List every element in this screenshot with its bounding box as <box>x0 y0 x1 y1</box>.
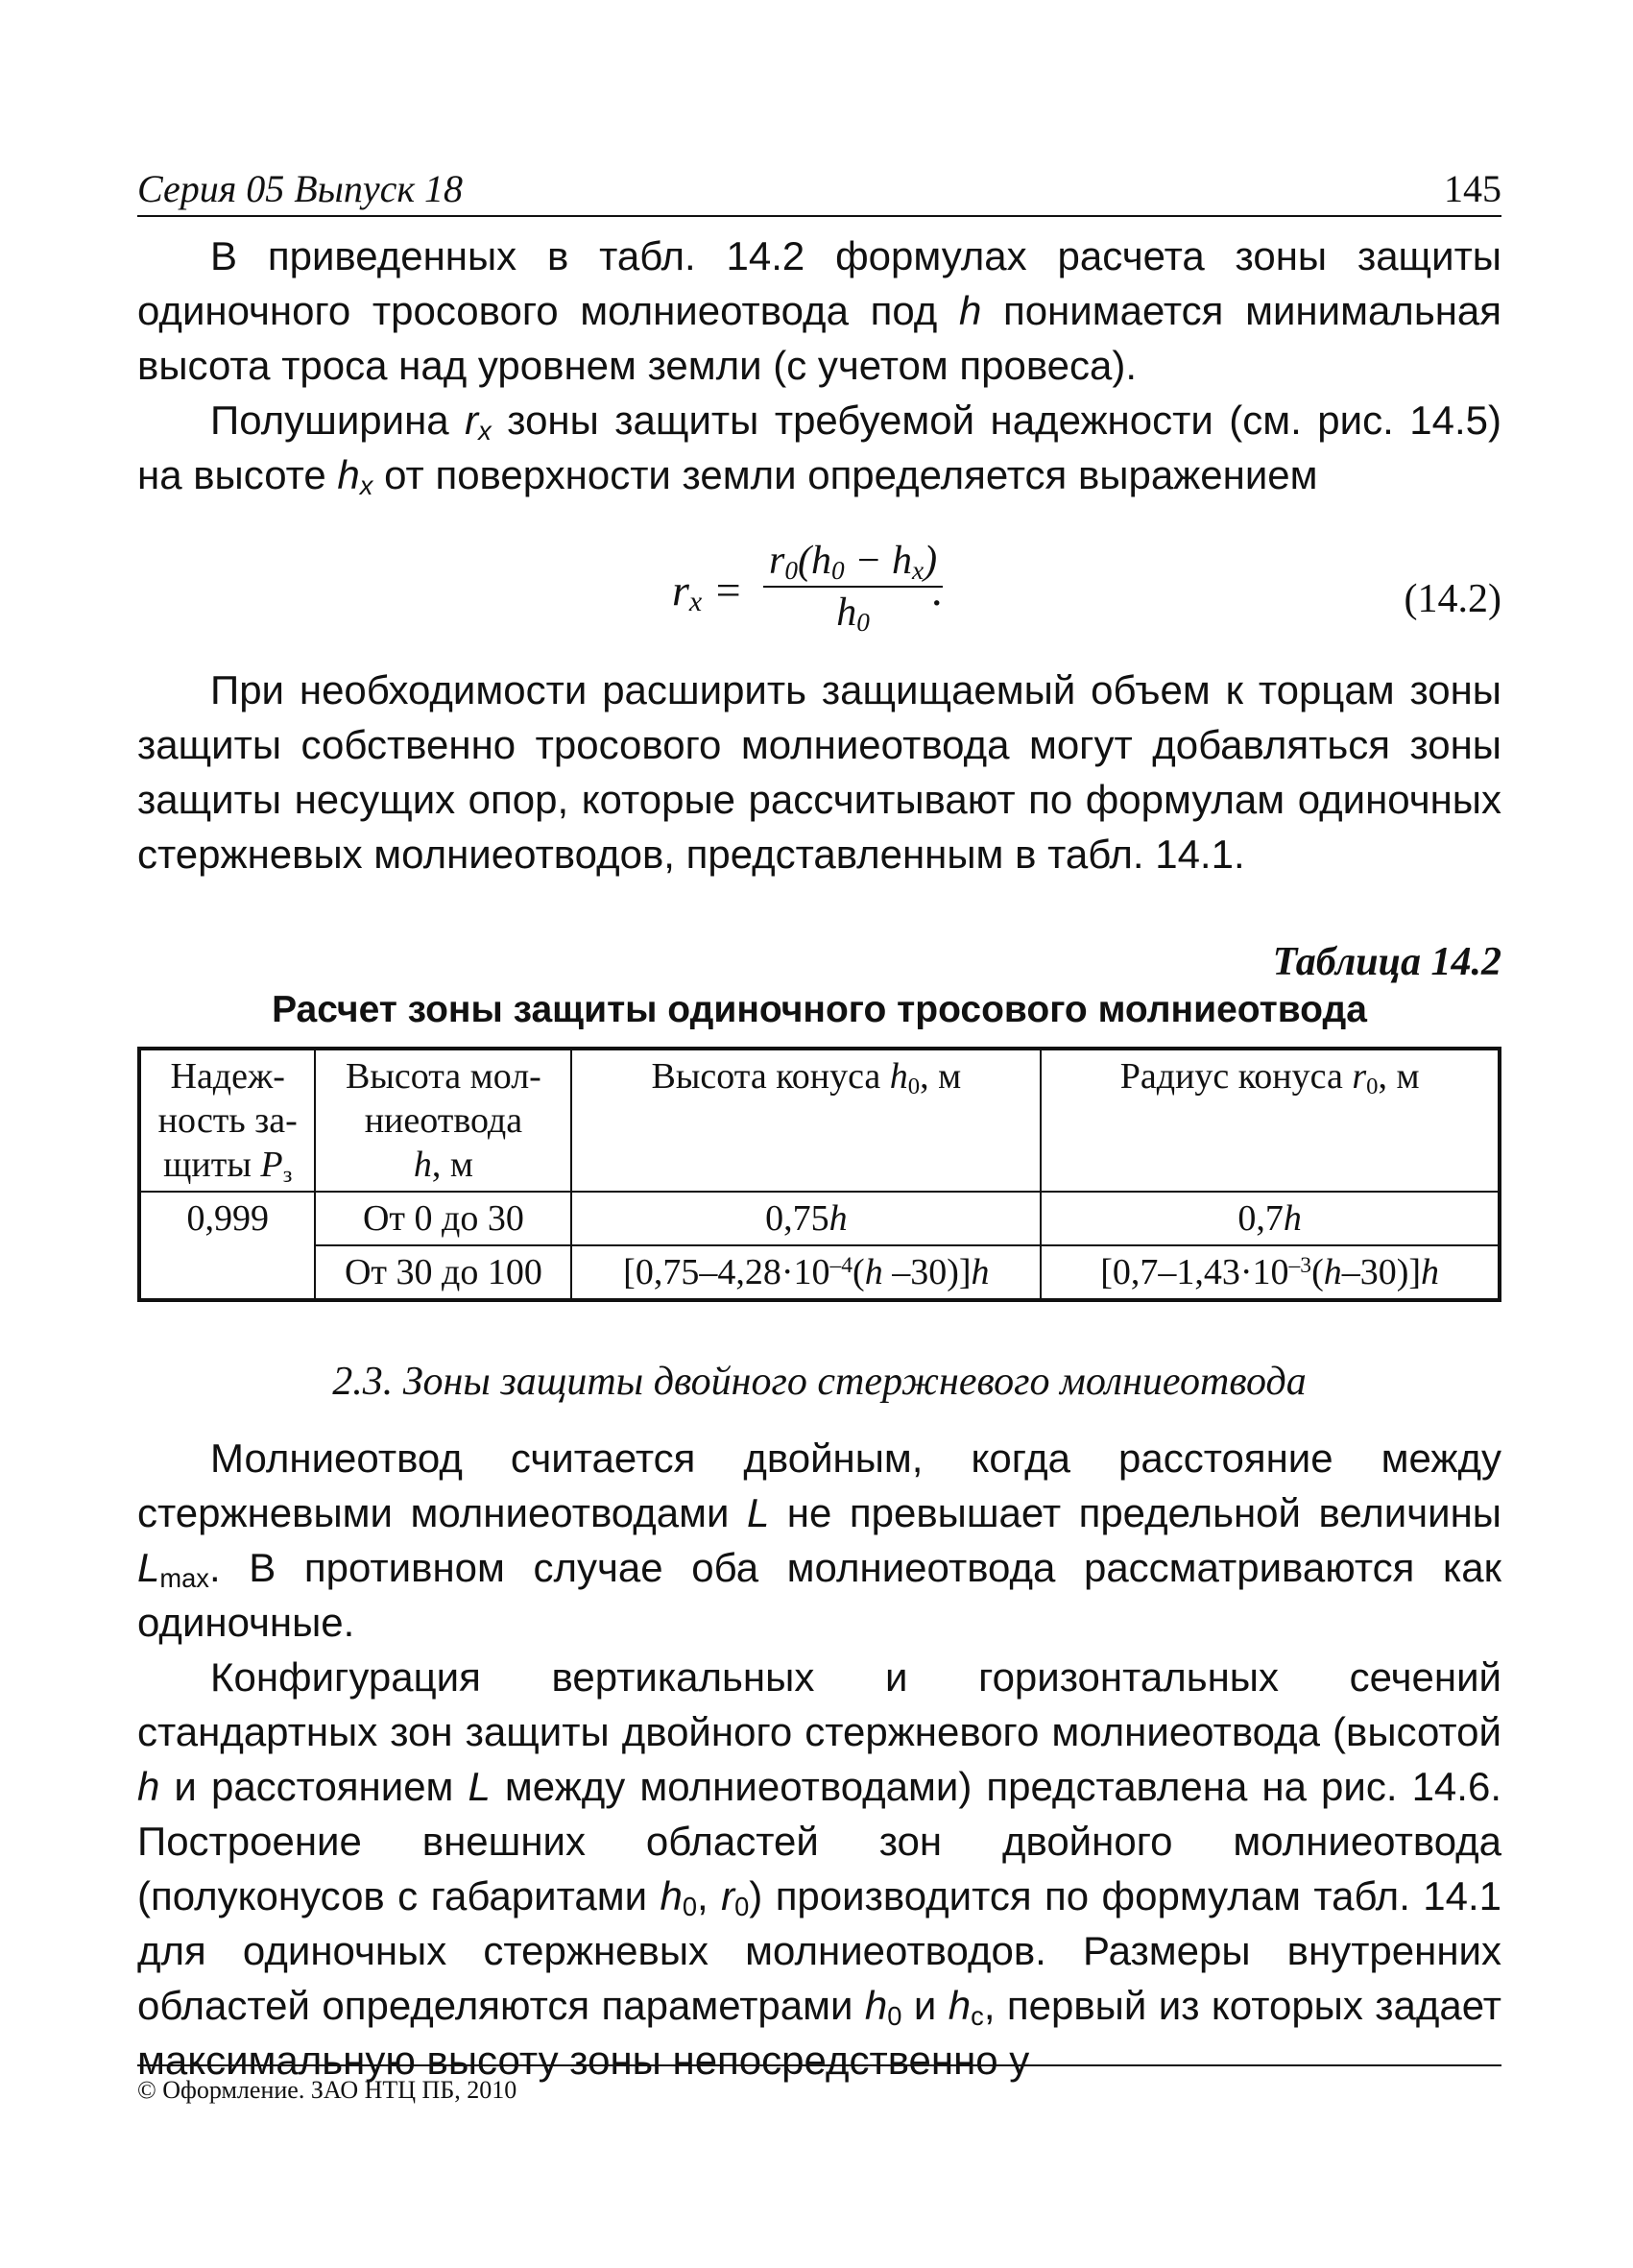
table-header-row <box>139 1049 1500 1192</box>
cell-height: От 30 до 100 <box>315 1245 571 1300</box>
formula-denominator: $h_0$ <box>836 591 870 637</box>
header-cone-height: Высота конуса $h_0$, м <box>571 1049 1041 1192</box>
running-header <box>137 167 1501 217</box>
header-reliability: Надеж- ность за- щиты $P_з$ <box>139 1049 315 1192</box>
series-label: Серия 05 Выпуск 18 <box>137 167 464 210</box>
intro-text <box>137 229 1501 502</box>
table-title: Расчет зоны защиты одиночного тросового молниеотвода <box>272 989 1367 1030</box>
paragraph-support-zones: При необходимости расширить защищаемый объем к торцам зоны защиты собственно тросового молниеотвода могут добавляться зоны защиты несущих опор, которые рассчитывают по формулам одиночных стержневых молниеотводов, представленным в табл. 14.1. <box>137 667 1501 877</box>
formula-fraction <box>763 538 943 636</box>
cell-cone-height: [$0,75-4,28\cdot 10^{-4}(h$ –30)]h <box>571 1245 1041 1300</box>
table-row <box>139 1245 1500 1300</box>
cell-cone-radius: 0,7h <box>1041 1192 1500 1245</box>
protection-zone-table <box>137 1047 1501 1302</box>
formula-14-2: $r_x$ = $\frac{r_0(h_0 - h_x)}{h_0}$ . (14.2) <box>672 539 1501 637</box>
formula-numerator: $r_0(h_0 - h_x)$ <box>763 538 943 588</box>
table-caption: Таблица 14.2 <box>1272 940 1501 984</box>
paragraph-configuration: Конфигурация вертикальных и горизонтальных сечений стандартных зон защиты двойного стержневого молниеотвода (высотой h и расстоянием L между молниеотводами) представлена на рис. 14.6. Построение внешних областей зон двойного молниеотвода (полуконусов с габаритами $h_0$, $r_0$) производится по формулам табл. 14.1 для одиночных стержневых молниеотводов. Размеры внутренних областей определяются параметрами $h_0$ и $h_c$, первый из которых задает максимальную высоту зоны непосредственно у <box>137 1654 1502 2083</box>
footer <box>137 2064 1501 2105</box>
table-row <box>139 1192 1500 1245</box>
double-rod-text <box>137 1431 1501 2087</box>
paragraph-half-width: Полуширина $r_x$ зоны защиты требуемой надежности (см. рис. 14.5) на высоте $h_x$ от поверхности земли определяется выражением <box>137 398 1501 500</box>
cell-height: От 0 до 30 <box>315 1192 571 1245</box>
cell-cone-radius: $[0,7-1,43\cdot 10^{-3}(h-30)]h$ <box>1041 1245 1500 1300</box>
section-title: 2.3. Зоны защиты двойного стержневого молниеотвода <box>332 1360 1307 1404</box>
formula-lhs: $r_x$ = <box>672 566 743 617</box>
cell-reliability: 0,999 <box>139 1192 315 1300</box>
paragraph-cable-height: В приведенных в табл. 14.2 формулах расчета зоны защиты одиночного тросового молниеотвода под h понимается минимальная высота троса над уровнем земли (с учетом провеса). <box>137 233 1501 388</box>
page-number: 145 <box>1444 167 1501 210</box>
header-cone-radius: Радиус конуса $r_0$, м <box>1041 1049 1500 1192</box>
header-rod-height: Высота мол- ниеотвода h, м <box>315 1049 571 1192</box>
formula-number: (14.2) <box>1404 577 1501 621</box>
cell-cone-height: 0,75h <box>571 1192 1041 1245</box>
paragraph-double-definition: Молниеотвод считается двойным, когда расстояние между стержневыми молниеотводами L не превышает предельной величины $L_{max}$. В противном случае оба молниеотвода рассматриваются как одиночные. <box>137 1436 1501 1645</box>
copyright: © Оформление. ЗАО НТЦ ПБ, 2010 <box>137 2076 517 2104</box>
support-zone-text <box>137 663 1501 881</box>
